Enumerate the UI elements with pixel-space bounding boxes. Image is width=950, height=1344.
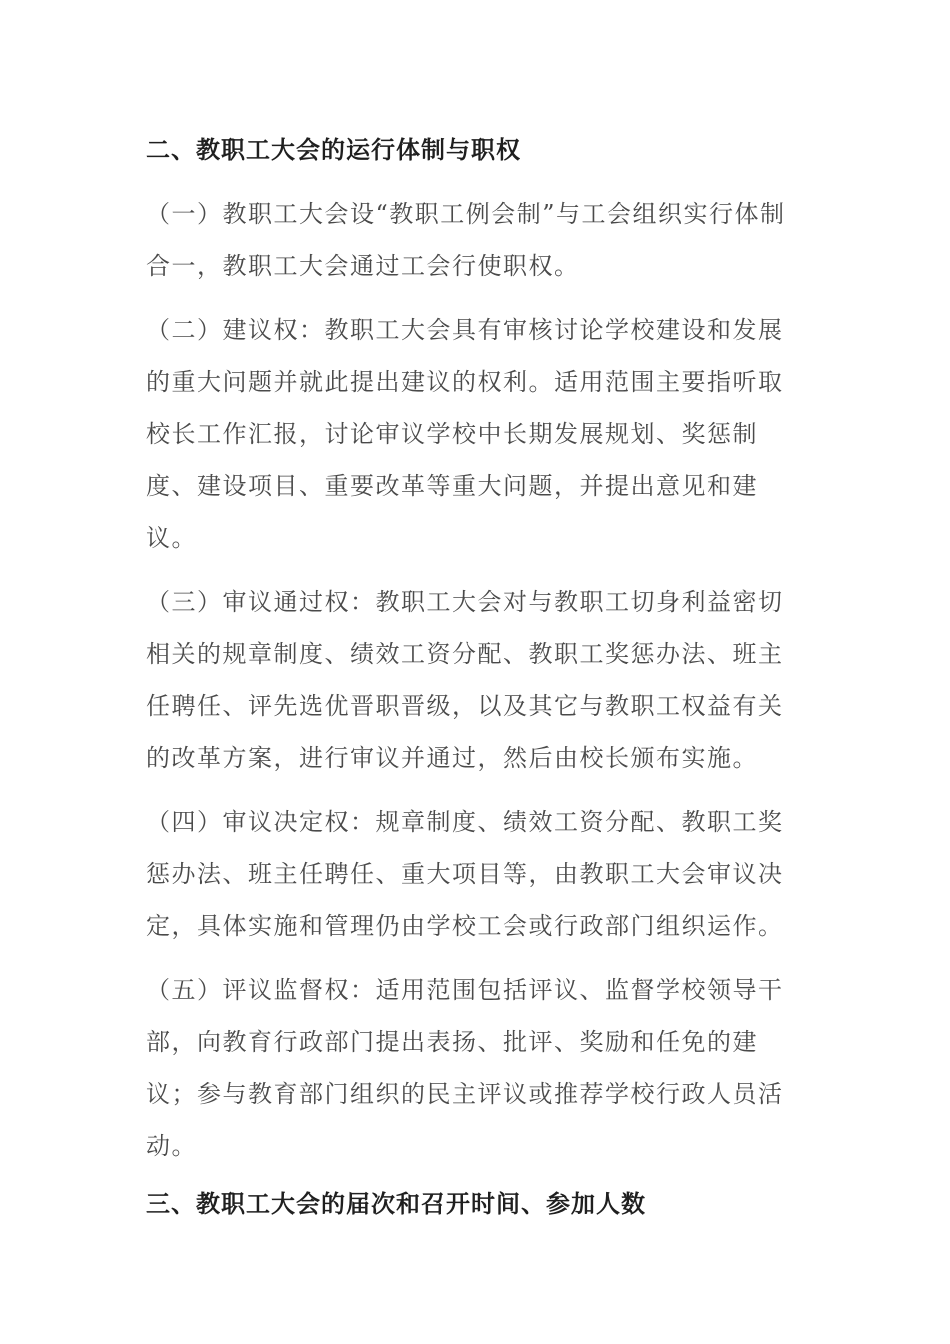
paragraph-5: （五）评议监督权：适用范围包括评议、监督学校领导干部，向教育行政部门提出表扬、批评、奖励和任免的建议；参与教育部门组织的民主评议或推荐学校行政人员活动。 bbox=[146, 976, 784, 1160]
document-body bbox=[146, 128, 806, 1226]
paragraph-4: （四）审议决定权：规章制度、绩效工资分配、教职工奖惩办法、班主任聘任、重大项目等，由教职工大会审议决定，具体实施和管理仍由学校工会或行政部门组织运作。 bbox=[146, 808, 784, 940]
paragraph-3: （三）审议通过权：教职工大会对与教职工切身利益密切相关的规章制度、绩效工资分配、教职工奖惩办法、班主任聘任、评先选优晋职晋级，以及其它与教职工权益有关的改革方案，进行审议并通过，然后由校长颁布实施。 bbox=[146, 588, 784, 772]
section-heading-3: 三、教职工大会的届次和召开时间、参加人数 bbox=[146, 1189, 646, 1218]
section-heading-2: 二、教职工大会的运行体制与职权 bbox=[146, 135, 521, 164]
paragraph-2: （二）建议权：教职工大会具有审核讨论学校建设和发展的重大问题并就此提出建议的权利。适用范围主要指听取校长工作汇报，讨论审议学校中长期发展规划、奖惩制度、建设项目、重要改革等重大问题，并提出意见和建议。 bbox=[146, 316, 784, 552]
paragraph-1: （一）教职工大会设“教职工例会制”与工会组织实行体制合一，教职工大会通过工会行使职权。 bbox=[146, 200, 786, 280]
